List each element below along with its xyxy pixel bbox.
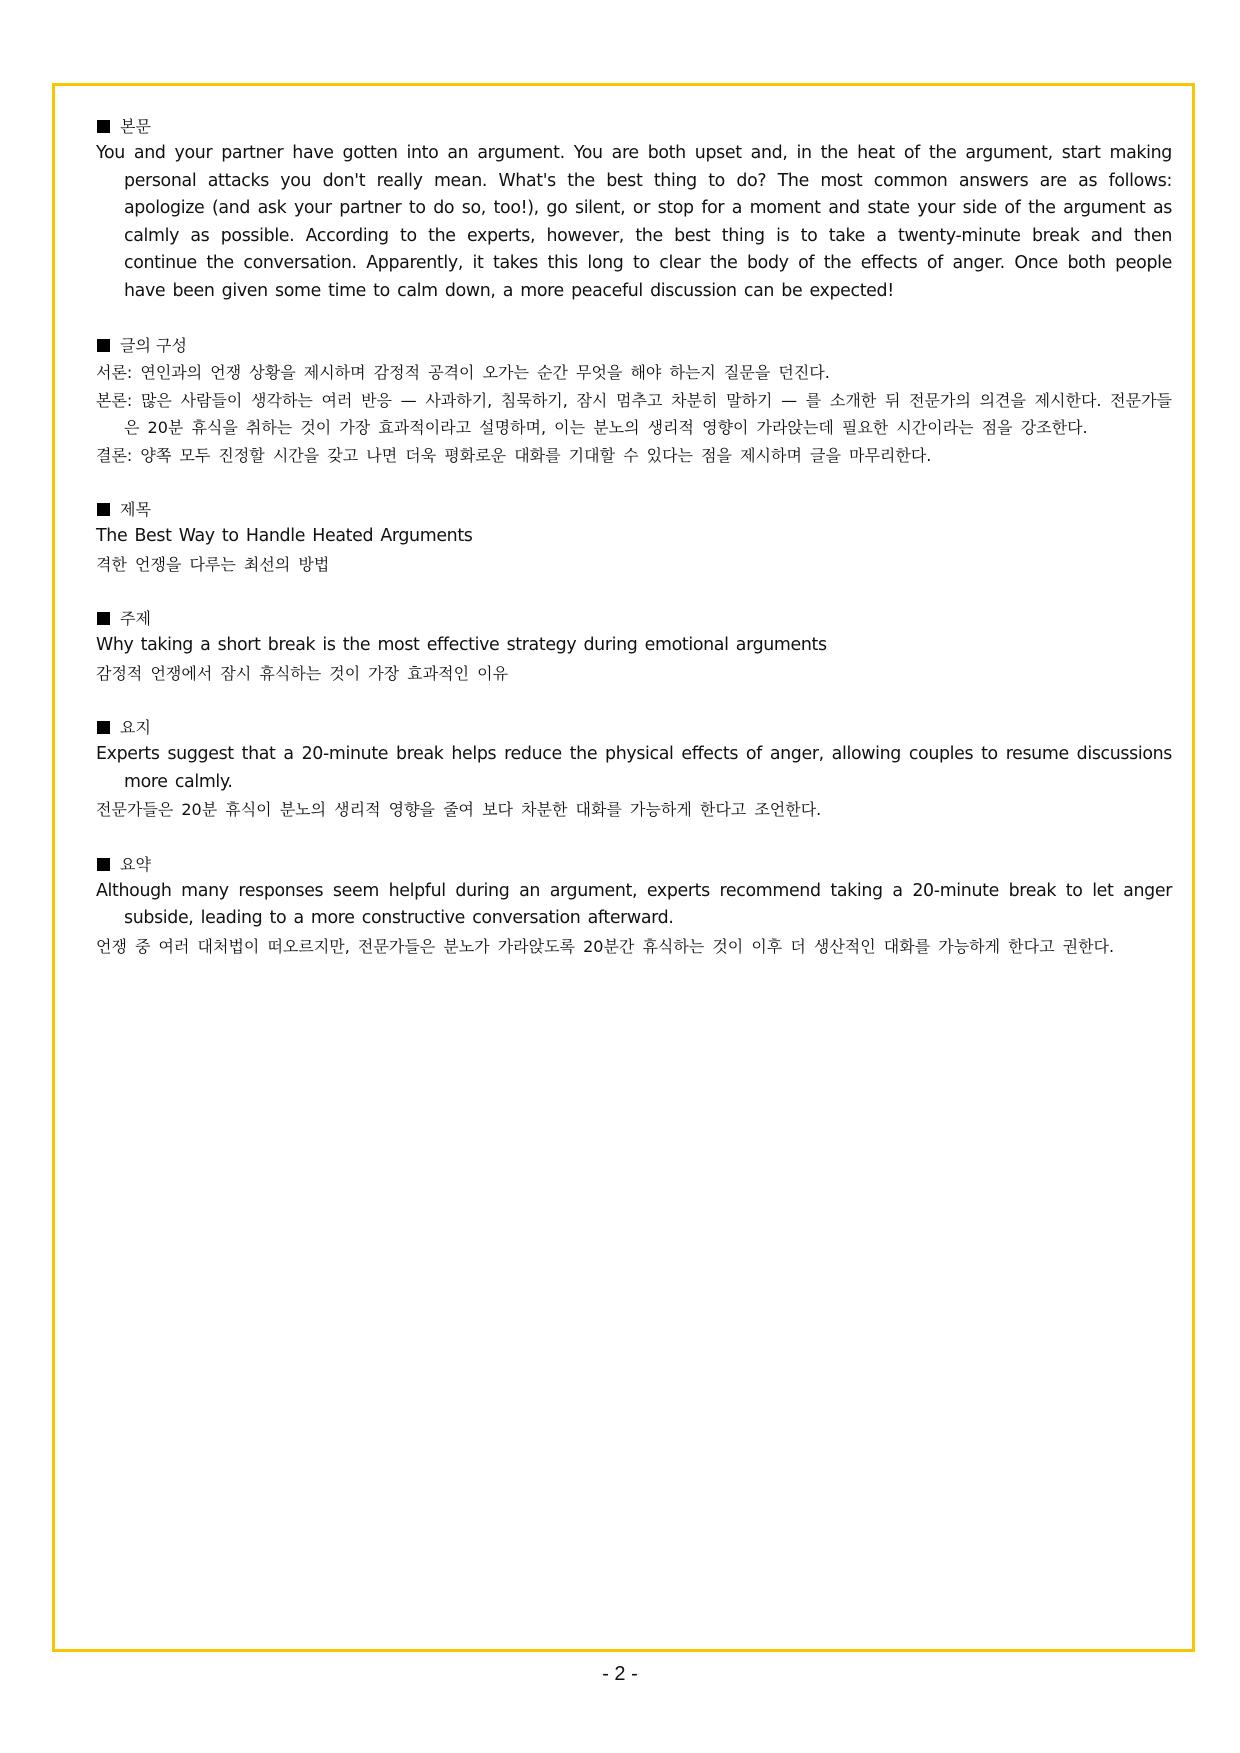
section-heading [96,332,1172,359]
section-heading-label: 요약 [120,854,151,874]
section-heading-label: 본문 [120,117,151,136]
section-structure [96,332,1172,469]
section-heading-label: 요지 [120,718,151,737]
section-summary [96,851,1172,961]
structure-body: 본론: 많은 사람들이 생각하는 여러 반응 — 사과하기, 침묵하기, 잠시 멈추고 차분히 말하기 — 를 소개한 뒤 전문가의 의견을 제시한다. 전문가들은 20분 휴식을 취하는 것이 가장 효과적이라고 설명하며, 이는 분노의 생리적 영향이 가라앉는데 필요한 시간이라는 점을 강조한다. [96,390,1172,437]
page-number: - 2 - [602,1663,638,1685]
body-passage: You and your partner have gotten into an argument. You are both upset and, in the heat of the argument, start making personal attacks you don't really mean. What's the best thing to do? The most common answers are as follows: apologize (and ask your partner to do so, too!), go silent, or stop for a moment and state your side of the argument as calmly as possible. According to the experts, however, the best thing is to take a twenty-minute break and then continue the conversation. Apparently, it takes this long to clear the body of the effects of anger. Once both people have been given some time to calm down, a more peaceful discussion can be expected! [96,143,1172,301]
square-bullet-icon [97,339,110,352]
square-bullet-icon [97,721,110,734]
structure-conclusion: 결론: 양쪽 모두 진정할 시간을 갖고 나면 더욱 평화로운 대화를 기대할 수 있다는 점을 제시하며 글을 마무리한다. [96,445,932,465]
summary-english: Although many responses seem helpful during an argument, experts recommend taking a 20-minute break to let anger subside, leading to a more constructive conversation afterward. [96,880,1172,928]
topic-korean: 감정적 언쟁에서 잠시 휴식하는 것이 가장 효과적인 이유 [96,663,509,683]
title-english: The Best Way to Handle Heated Arguments [96,526,473,546]
section-heading-label: 제목 [120,500,151,519]
section-heading [96,714,1172,741]
section-body [96,113,1172,305]
section-heading-label: 주제 [120,609,151,628]
section-gist [96,714,1172,824]
page-frame [52,83,1195,1652]
section-title [96,496,1172,578]
gist-korean: 전문가들은 20분 휴식이 분노의 생리적 영향을 줄여 보다 차분한 대화를 가능하게 한다고 조언한다. [96,800,822,819]
title-korean: 격한 언쟁을 다루는 최선의 방법 [96,554,330,574]
section-heading [96,113,1172,140]
section-heading [96,496,1172,523]
section-heading [96,851,1172,878]
summary-korean: 언쟁 중 여러 대처법이 떠오르지만, 전문가들은 분노가 가라앉도록 20분간 휴식하는 것이 이후 더 생산적인 대화를 가능하게 한다고 권한다. [96,936,1115,956]
section-heading-label: 글의 구성 [120,336,187,355]
page-content [96,113,1172,987]
gist-english: Experts suggest that a 20-minute break helps reduce the physical effects of anger, allowing couples to resume discussions more calmly. [96,744,1172,792]
structure-intro: 서론: 연인과의 언쟁 상황을 제시하며 감정적 공격이 오가는 순간 무엇을 해야 하는지 질문을 던진다. [96,363,830,382]
section-topic [96,605,1172,687]
section-heading [96,605,1172,632]
square-bullet-icon [97,503,110,516]
square-bullet-icon [97,858,110,871]
square-bullet-icon [97,612,110,625]
square-bullet-icon [97,120,110,133]
topic-english: Why taking a short break is the most effective strategy during emotional arguments [96,635,827,655]
